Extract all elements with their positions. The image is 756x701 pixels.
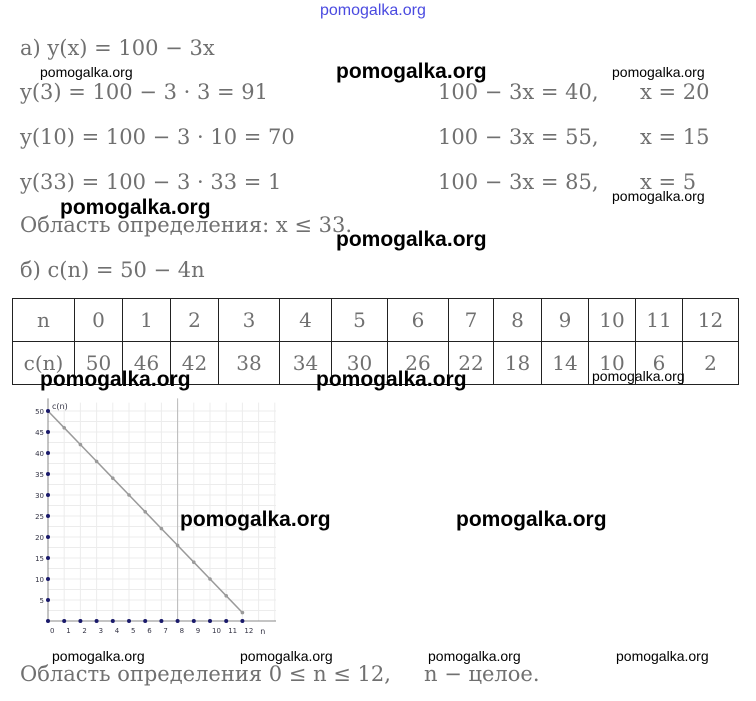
- watermark: pomogalka.org: [336, 60, 487, 83]
- watermark: pomogalka.org: [40, 368, 191, 391]
- table-cell: 38: [219, 342, 280, 385]
- y-axis-point: [46, 409, 50, 413]
- calc-row-2-left: y(10) = 100 − 3 · 10 = 70: [20, 125, 295, 149]
- table-cell: 50: [75, 342, 123, 385]
- y-tick-label: 15: [35, 555, 44, 563]
- watermark: pomogalka.org: [456, 508, 607, 531]
- calc-row-3-solution: x = 5: [640, 170, 697, 194]
- data-point: [192, 560, 196, 564]
- table-cell: 14: [542, 342, 589, 385]
- part-b-domain: Область определения 0 ≤ n ≤ 12,: [20, 662, 391, 686]
- data-point: [208, 577, 212, 581]
- y-tick-label: 40: [35, 450, 44, 458]
- table-cell: 34: [280, 342, 332, 385]
- x-tick-label: 0: [50, 627, 55, 635]
- y-axis-point: [46, 598, 50, 602]
- table-cell: 6: [388, 299, 449, 342]
- x-tick-label: 4: [114, 627, 120, 635]
- data-point: [224, 594, 228, 598]
- y-axis-point: [46, 535, 50, 539]
- data-point: [241, 611, 245, 615]
- x-axis-point: [78, 619, 82, 623]
- table-cell: 22: [449, 342, 494, 385]
- watermark: pomogalka.org: [592, 368, 685, 384]
- x-axis-point: [192, 619, 196, 623]
- watermark: pomogalka.org: [616, 648, 709, 664]
- table-cell: 42: [171, 342, 219, 385]
- watermark: pomogalka.org: [428, 648, 521, 664]
- table-cell: 3: [219, 299, 280, 342]
- part-b-formula: б) c(n) = 50 − 4n: [20, 258, 205, 282]
- table-cell: 46: [123, 342, 171, 385]
- x-axis-point: [159, 619, 163, 623]
- table-cell: 0: [75, 299, 123, 342]
- y-tick-label: 25: [35, 513, 44, 521]
- x-axis-point: [208, 619, 212, 623]
- data-point: [143, 510, 147, 514]
- data-point: [160, 527, 164, 531]
- calc-row-3-left: y(33) = 100 − 3 · 33 = 1: [20, 170, 282, 194]
- y-axis-label: c(n): [52, 402, 68, 411]
- table-cell: 9: [542, 299, 589, 342]
- watermark: pomogalka.org: [60, 196, 211, 219]
- table-row-n: [13, 299, 739, 342]
- data-point: [79, 443, 83, 447]
- table-cell: 7: [449, 299, 494, 342]
- y-axis-point: [46, 577, 50, 581]
- table-cell: 2: [683, 342, 739, 385]
- table-cell: 18: [494, 342, 542, 385]
- watermark: pomogalka.org: [336, 228, 487, 251]
- table-cell: 1: [123, 299, 171, 342]
- y-tick-label: 50: [35, 408, 44, 416]
- x-tick-label: 3: [98, 627, 104, 635]
- table-cell: 4: [280, 299, 332, 342]
- x-axis-label: n: [260, 627, 266, 636]
- y-tick-label: 10: [35, 576, 44, 584]
- calc-row-2-right: 100 − 3x = 55,: [438, 125, 599, 149]
- table-cell: 11: [636, 299, 683, 342]
- x-tick-label: 12: [244, 627, 254, 635]
- x-axis-point: [127, 619, 131, 623]
- x-axis-point: [62, 619, 66, 623]
- data-point: [176, 544, 180, 548]
- x-axis-point: [95, 619, 99, 623]
- y-axis-point: [46, 556, 50, 560]
- watermark: pomogalka.org: [612, 188, 705, 204]
- table-cell: 10: [589, 342, 636, 385]
- x-axis-point: [176, 619, 180, 623]
- x-tick-label: 6: [147, 627, 152, 635]
- calc-row-3-right: 100 − 3x = 85,: [438, 170, 599, 194]
- calc-row-1-solution: x = 20: [640, 80, 710, 104]
- calc-row-1-left: y(3) = 100 − 3 · 3 = 91: [20, 80, 269, 104]
- part-a-domain: Область определения: x ≤ 33.: [20, 213, 353, 237]
- watermark: pomogalka.org: [180, 508, 331, 531]
- calc-row-2-solution: x = 15: [640, 125, 710, 149]
- part-a-formula: а) y(x) = 100 − 3x: [20, 36, 215, 60]
- x-tick-label: 1: [66, 627, 71, 635]
- x-axis-point: [111, 619, 115, 623]
- y-axis-point: [46, 451, 50, 455]
- x-tick-label: 8: [179, 627, 185, 635]
- watermark: pomogalka.org: [52, 648, 145, 664]
- watermark: pomogalka.org: [40, 64, 133, 80]
- y-tick-label: 35: [35, 471, 44, 479]
- integer-note: n − целое.: [424, 662, 540, 686]
- table-cell: 10: [589, 299, 636, 342]
- table-cell: 8: [494, 299, 542, 342]
- x-tick-label: 7: [163, 627, 168, 635]
- y-tick-label: 30: [35, 492, 44, 500]
- watermark: pomogalka.org: [612, 64, 705, 80]
- x-axis-point: [46, 619, 50, 623]
- x-tick-label: 2: [82, 627, 87, 635]
- table-cell: 2: [171, 299, 219, 342]
- data-point: [62, 426, 66, 430]
- table-cell: 26: [388, 342, 449, 385]
- x-tick-label: 5: [131, 627, 136, 635]
- table-cell: 5: [332, 299, 388, 342]
- x-axis-point: [143, 619, 147, 623]
- x-axis-point: [224, 619, 228, 623]
- site-header-watermark: pomogalka.org: [320, 2, 426, 19]
- data-point: [127, 493, 131, 497]
- y-tick-label: 5: [39, 597, 44, 605]
- y-axis-point: [46, 472, 50, 476]
- x-axis-point: [240, 619, 244, 623]
- y-axis-point: [46, 514, 50, 518]
- table-cell: 6: [636, 342, 683, 385]
- watermark: pomogalka.org: [316, 368, 467, 391]
- data-point: [111, 476, 115, 480]
- x-tick-label: 10: [212, 627, 221, 635]
- table-cell: 12: [683, 299, 739, 342]
- table-header-n: n: [13, 299, 75, 342]
- x-tick-label: 11: [228, 627, 238, 635]
- data-point: [95, 460, 99, 464]
- calc-row-1-right: 100 − 3x = 40,: [438, 80, 599, 104]
- x-tick-label: 9: [195, 627, 201, 635]
- watermark: pomogalka.org: [240, 648, 333, 664]
- table-header-c: c(n): [13, 342, 75, 385]
- y-tick-label: 20: [35, 534, 44, 542]
- table-cell: 30: [332, 342, 388, 385]
- y-axis-point: [46, 493, 50, 497]
- y-tick-label: 45: [35, 429, 44, 437]
- y-axis-point: [46, 430, 50, 434]
